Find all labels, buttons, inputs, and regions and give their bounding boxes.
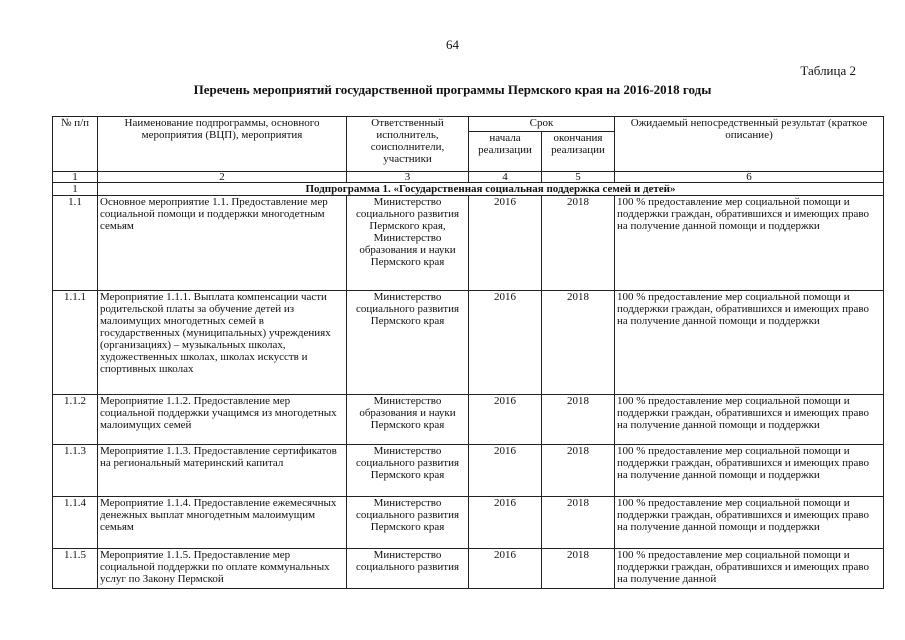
header-result: Ожидаемый непосредственный результат (краткое описание) [615,117,884,172]
table-row [53,445,884,497]
row-end: 2018 [542,196,615,291]
document-title: Перечень мероприятий государственной программы Пермского края на 2016-2018 годы [193,82,712,97]
column-index: 6 [615,172,884,183]
row-name: Мероприятие 1.1.4. Предоставление ежемесячных денежных выплат многодетным малоимущим семьям [98,497,347,549]
column-index: 4 [469,172,542,183]
header-end: окончания реализации [542,132,615,172]
column-index: 5 [542,172,615,183]
row-result: 100 % предоставление мер социальной помощи и поддержки граждан, обратившихся и имеющих право на получение данной помощи и поддержки [615,291,884,395]
column-index-row [53,172,884,183]
row-end: 2018 [542,549,615,589]
row-num: 1.1.1 [53,291,98,395]
header-num: № п/п [53,117,98,172]
row-result: 100 % предоставление мер социальной помощи и поддержки граждан, обратившихся и имеющих право на получение данной [615,549,884,589]
row-name: Мероприятие 1.1.2. Предоставление мер социальной поддержки учащимся из многодетных малоимущих семей [98,395,347,445]
measures-table [52,116,884,589]
column-index: 2 [98,172,347,183]
header-name: Наименование подпрограммы, основного мероприятия (ВЦП), мероприятия [98,117,347,172]
row-num: 1.1.3 [53,445,98,497]
row-start: 2016 [469,395,542,445]
table-row [53,497,884,549]
row-result: 100 % предоставление мер социальной помощи и поддержки граждан, обратившихся и имеющих право на получение данной помощи и поддержки [615,196,884,291]
subprogram-title: Подпрограмма 1. «Государственная социальная поддержка семей и детей» [98,183,884,196]
table-row [53,196,884,291]
row-start: 2016 [469,196,542,291]
row-num: 1.1 [53,196,98,291]
row-name: Основное мероприятие 1.1. Предоставление мер социальной помощи и поддержки многодетным семьям [98,196,347,291]
table-label: Таблица 2 [800,63,856,78]
row-name: Мероприятие 1.1.5. Предоставление мер социальной поддержки по оплате коммунальных услуг по Закону Пермской [98,549,347,589]
header-executor: Ответственный исполнитель, соисполнители, участники [347,117,469,172]
row-name: Мероприятие 1.1.3. Предоставление сертификатов на региональный материнский капитал [98,445,347,497]
row-result: 100 % предоставление мер социальной помощи и поддержки граждан, обратившихся и имеющих право на получение данной помощи и поддержки [615,497,884,549]
row-start: 2016 [469,497,542,549]
row-num: 1.1.2 [53,395,98,445]
row-start: 2016 [469,445,542,497]
row-end: 2018 [542,497,615,549]
row-end: 2018 [542,445,615,497]
column-index: 1 [53,172,98,183]
row-num: 1.1.4 [53,497,98,549]
subprogram-row [53,183,884,196]
row-result: 100 % предоставление мер социальной помощи и поддержки граждан, обратившихся и имеющих право на получение данной помощи и поддержки [615,445,884,497]
table-row [53,291,884,395]
row-executor: Министерство социального развития Пермского края [347,445,469,497]
column-index: 3 [347,172,469,183]
row-result: 100 % предоставление мер социальной помощи и поддержки граждан, обратившихся и имеющих право на получение данной помощи и поддержки [615,395,884,445]
header-term: Срок [469,117,615,132]
row-executor: Министерство социального развития Пермского края [347,291,469,395]
row-executor: Министерство социального развития [347,549,469,589]
page-number: 64 [446,37,459,52]
row-start: 2016 [469,549,542,589]
row-executor: Министерство социального развития Пермского края, Министерство образования и науки Пермского края [347,196,469,291]
row-executor: Министерство образования и науки Пермского края [347,395,469,445]
subprogram-num: 1 [53,183,98,196]
table-row [53,395,884,445]
header-start: начала реализации [469,132,542,172]
row-start: 2016 [469,291,542,395]
table-row [53,549,884,589]
row-end: 2018 [542,395,615,445]
row-num: 1.1.5 [53,549,98,589]
row-name: Мероприятие 1.1.1. Выплата компенсации части родительской платы за обучение детей из малоимущих многодетных семей в государственных (муниципальных) учреждениях (организациях) – музыкальных школах, художественных школах, школах искусств и спортивных школах [98,291,347,395]
row-end: 2018 [542,291,615,395]
row-executor: Министерство социального развития Пермского края [347,497,469,549]
